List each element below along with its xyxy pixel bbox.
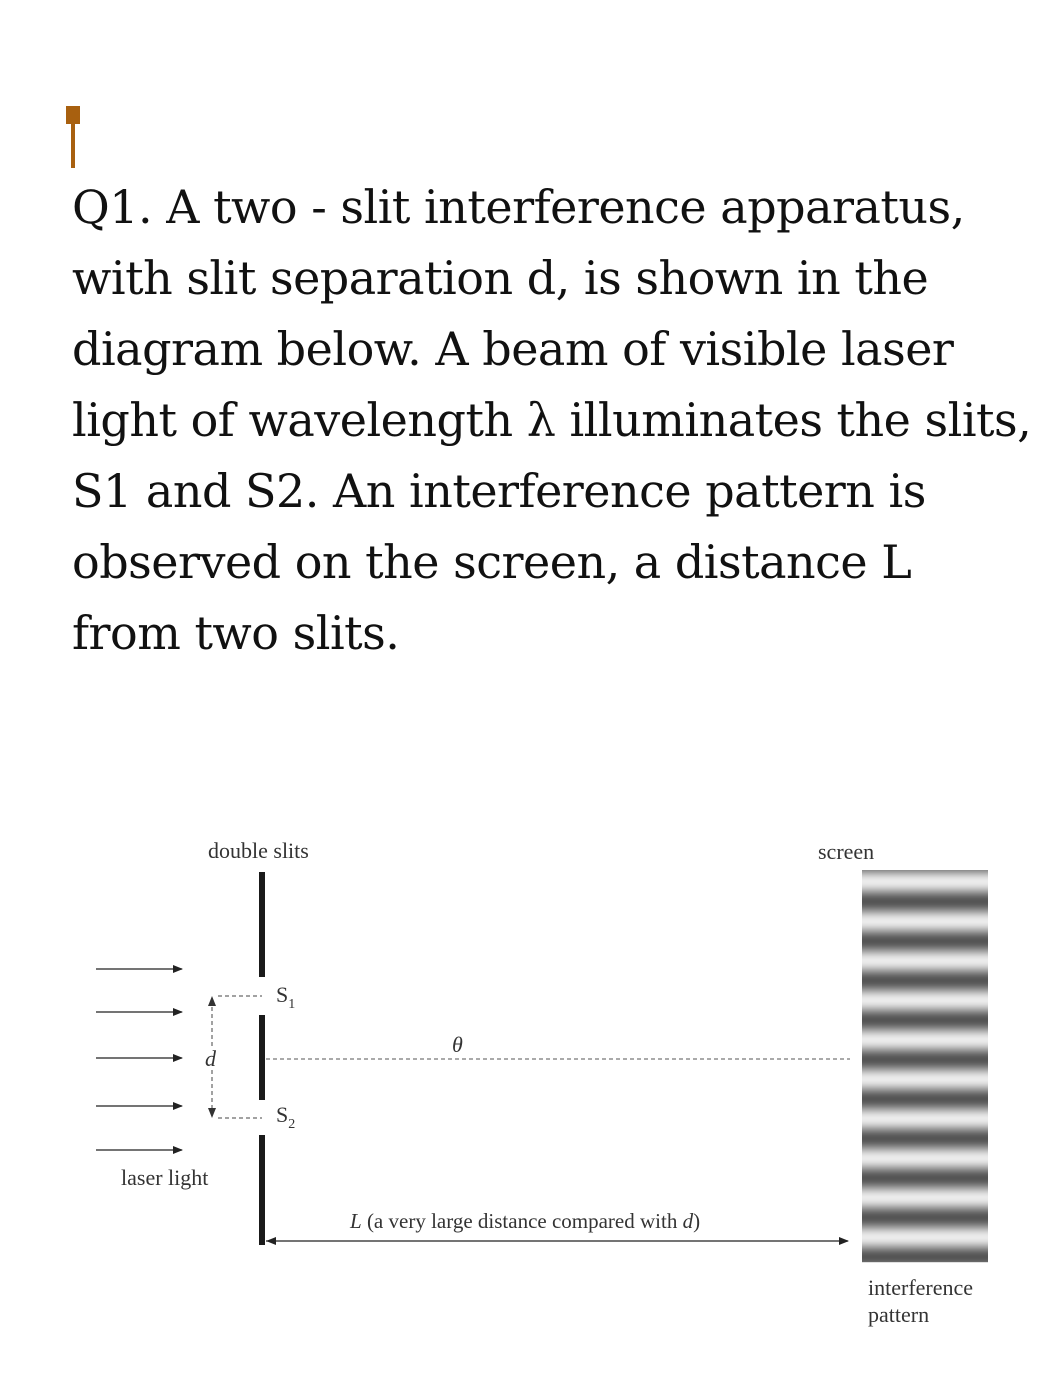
pattern-label-line1: interference	[868, 1275, 974, 1300]
barrier-middle	[259, 1015, 265, 1100]
laser-light-label: laser light	[121, 1165, 209, 1190]
theta-label: θ	[452, 1032, 463, 1057]
double-slits-label: double slits	[208, 838, 309, 863]
barrier-bottom	[259, 1135, 265, 1245]
slit-separation-marker	[208, 996, 262, 1118]
s1-label: $S_1$	[276, 982, 296, 1012]
double-slit-diagram	[0, 820, 1057, 1350]
laser-arrows	[96, 969, 182, 1150]
distance-arrow-left-head	[266, 1237, 276, 1245]
question-text: Q1. A two - slit interference apparatus, with slit separation d, is shown in the diagram below. A beam of visible laser light of wavelength λ illuminates the slits, S1 and S2. An interference pattern is observed on the screen, a distance L from two slits.	[72, 180, 1032, 660]
distance-label: L (a very large distance compared with d)	[350, 1209, 701, 1233]
pattern-label-line2: pattern	[868, 1302, 930, 1327]
s2-label: $S_2$	[276, 1102, 296, 1132]
barrier-top	[259, 872, 265, 977]
bullet-marker	[66, 106, 80, 168]
screen-label: screen	[818, 839, 875, 864]
fringe-stripe	[862, 1261, 988, 1262]
d-label: d	[205, 1046, 216, 1071]
interference-pattern	[862, 870, 988, 1262]
